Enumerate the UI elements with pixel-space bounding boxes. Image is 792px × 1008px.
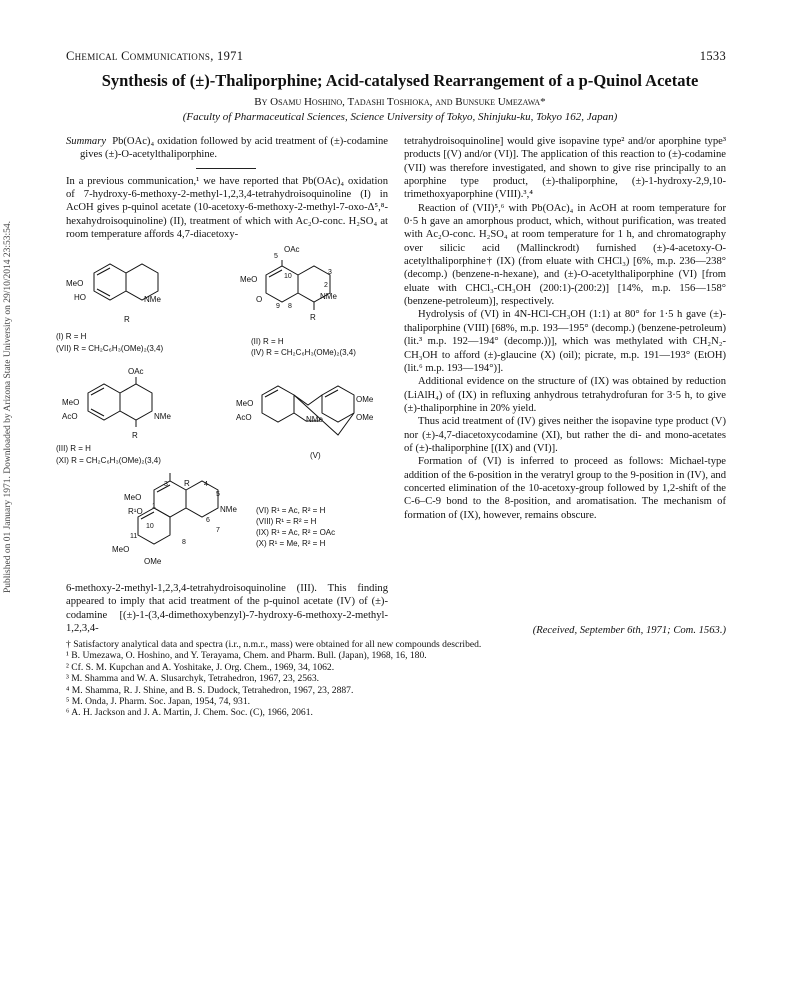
s2-sub-meo: MeO [240,275,258,284]
s2-sub-o: O [256,295,263,304]
s5-num-6: 6 [206,517,210,524]
footnote-dagger: † Satisfactory analytical data and spectra (i.r., n.m.r., mass) were obtained for all new compounds described. [66,639,482,650]
s4-sub-ome-2: OMe [356,413,374,422]
reference-6: ⁶ A. H. Jackson and J. A. Martin, J. Chem. Soc. (C), 1966, 2061. [66,707,313,719]
left-column-bottom [66,582,388,635]
s5-num-1: 1 [152,503,156,510]
s2-def-1: (II) R = H [251,337,284,346]
s5-num-5: 5 [216,491,220,498]
s2-sub-oac: OAc [284,245,300,254]
summary [66,135,388,162]
download-watermark: Published on 01 January 1971. Downloaded by Arizona State University on 29/10/2014 23:53:54. [3,220,13,594]
s3-sub-meo: MeO [62,398,80,407]
s1-sub-meo: MeO [66,279,84,288]
s1-sub-nme: NMe [144,295,161,304]
s5-sub-r: R [184,479,190,488]
s1-def-2: (VII) R = CH₂C₆H₃(OMe)₂(3,4) [56,344,164,353]
s2-num-8: 8 [288,303,292,310]
s2-sub-r: R [310,313,316,322]
s1-def-1: (I) R = H [56,332,87,341]
right-paragraph-4: Additional evidence on the structure of (IX) was obtained by reduction (LiAlH₄) of (IX) in refluxing anhydrous tetrahydrofuran for 3·5 h, to give (±)-thaliporphine in 20% yield. [404,376,726,414]
right-paragraph-2: Reaction of (VII)⁵,⁶ with Pb(OAc)₄ in AcOH at room temperature for 0·5 h gave an amorphous product, which, without purification, was treated with Ac₂O-conc. H₂SO₄ at room temperature for 1 h, and chromatography over silicic acid (Mallinckrodt) furnished (±)-4-acetoxy-O-acetylthaliporphine† (IX) (from eluate with CHCl₃) [6%, m.p. 236—238° (decomp.) (benzene-n-hexane), and (±)-O-acetylthaliporphine (VI) [from eluate with CHCl₃-CH₃OH (200:1)-(200:2)] [14%, m.p. 156—158° (benzene-petroleum)], respectively. [404,202,726,308]
reference-1: ¹ B. Umezawa, O. Hoshino, and Y. Terayama, Chem. and Pharm. Bull. (Japan), 1968, 16, 180. [66,650,427,662]
right-column [404,135,726,522]
s5-sub-ome: OMe [144,557,162,566]
article-title: Synthesis of (±)-Thaliporphine; Acid-catalysed Rearrangement of a p-Quinol Acetate [101,71,699,90]
right-paragraph-3: Hydrolysis of (VI) in 4N-HCl-CH₃OH (1:1) at 80° for 1·5 h gave (±)-thaliporphine (VIII) [68%, m.p. 193—195° (decomp.) (benzene-petroleum) (lit.³ m.p. 192—194° (decomp.))], which was methylated with CH₂N₂-CH₃OH to afford (±)-glaucine (X) (oil); picrate, m.p. 191—193° (EtOH) (lit.⁶ m.p. 193—194°)]. [404,309,726,374]
left-paragraph-2: 6-methoxy-2-methyl-1,2,3,4-tetrahydroisoquinoline (III). This finding appeared to imply that acid treatment of the p-quinol acetate (IV) of (±)-codamine [(±)-1-(3,4-dimethoxybenzyl)-7-hydroxy-6-methoxy-2-methyl-1,2,3,4- [66,583,388,635]
s4-def: (V) [310,451,321,460]
reference-4: ⁴ M. Shamma, R. J. Shine, and B. S. Dudock, Tetrahedron, 1967, 23, 2887. [66,684,354,696]
s5-num-10: 10 [146,523,154,530]
s2-num-10: 10 [284,273,292,280]
reference-2: ² Cf. S. M. Kupchan and A. Yoshitake, J. Org. Chem., 1969, 34, 1062. [66,661,335,673]
s2-def-2: (IV) R = CH₂C₆H₃(OMe)₂(3,4) [251,348,356,357]
s5-sub-meo-2: MeO [112,545,130,554]
right-paragraph-5: Thus acid treatment of (IV) gives neither the isopavine type product (V) nor (±)-4,7-diacetoxycodamine (XI), but rather the di- and mono-acetates of (±)-thaliporphine [(IX) and (VI)]. [404,416,726,454]
s2-sub-nme: NMe [320,292,337,301]
authors: By Osamu Hoshino, Tadashi Toshioka, and Bunsuke Umezawa* [254,96,546,108]
s3-def-2: (XI) R = CH₂C₆H₃(OMe)₂(3,4) [56,456,161,465]
s5-num-4: 4 [204,481,208,488]
s3-def-1: (III) R = H [56,444,91,453]
right-paragraph-1: tetrahydroisoquinoline] would give isopavine type² and/or aporphine type³ products [(V) and/or (VI)]. The application of this reaction to (±)-codamine (VII) was therefore investigated, and shown to give rise principally to an aporphine type product, (±)-thaliporphine, (±)-1-hydroxy-2,9,10-trimethoxyaporphine (VIII).³,⁴ [404,136,726,201]
s2-num-5: 5 [274,253,278,260]
summary-text: Pb(OAc)₄ oxidation followed by acid treatment of (±)-codamine gives (±)-O-acetylthaliporphine. [80,136,389,161]
s5-num-7: 7 [216,527,220,534]
s5-def-4: (X) R¹ = Me, R² = H [256,539,326,548]
reference-5: ⁵ M. Onda, J. Pharm. Soc. Japan, 1954, 74, 931. [66,696,251,708]
journal-header: Chemical Communications, 1971 [66,49,244,63]
s5-def-2: (VIII) R¹ = R² = H [256,517,317,526]
summary-rule [196,168,256,169]
s5-sub-meo: MeO [124,493,142,502]
structure-figures [56,245,388,575]
s3-sub-nme: NMe [154,412,171,421]
s5-num-11: 11 [130,533,138,540]
right-paragraph-6: Formation of (VI) is inferred to proceed as follows: Michael-type addition of the 6-position in the veratryl group to the 9-position in (IV), and concerted elimination of the 10-acetoxy-group followed by 1,2-shift of the C-6–C-9 bond to the 8-position, and aromatisation. The mechanism of formation of (IX), however, remains obscure. [404,456,726,521]
s3-sub-oac: OAc [128,367,144,376]
s2-num-3: 3 [328,269,332,276]
s5-sub-r1o: R¹O [128,507,143,516]
s1-sub-ho: HO [74,293,86,302]
left-column-top [66,135,388,241]
left-paragraph-1: In a previous communication,¹ we have reported that Pb(OAc)₄ oxidation of 7-hydroxy-6-methoxy-2-methyl-1,2,3,4-tetrahydroisoquinoline (I) in AcOH gives p-quinol acetate (10-acetoxy-6-methoxy-2-methyl-7-oxo-Δ⁵,⁸-hexahydroisoquinoline) (II), treatment of which with Ac₂O-conc. H₂SO₄ at room temperature affords 4,7-diacetoxy- [66,175,388,241]
s4-sub-ome-1: OMe [356,395,374,404]
received-date: (Received, September 6th, 1971; Com. 1563.) [532,625,726,636]
s3-sub-aco: AcO [62,412,78,421]
s5-def-3: (IX) R¹ = Ac, R² = OAc [256,528,336,537]
s4-sub-meo: MeO [236,399,254,408]
reference-3: ³ M. Shamma and W. A. Slusarchyk, Tetrahedron, 1967, 23, 2563. [66,673,320,685]
s5-num-8: 8 [182,539,186,546]
s4-sub-nme: NMe [306,415,323,424]
s5-def-1: (VI) R¹ = Ac, R² = H [256,506,326,515]
s4-sub-aco: AcO [236,413,252,422]
s2-num-9: 9 [276,303,280,310]
s5-sub-nme: NMe [220,505,237,514]
affiliation: (Faculty of Pharmaceutical Sciences, Science University of Tokyo, Shinjuku-ku, Tokyo 162, Japan) [182,111,618,123]
footnotes [66,639,726,719]
s3-sub-r: R [132,431,138,440]
s5-num-3: 3 [164,481,168,488]
s1-sub-r: R [124,315,130,324]
structure-III-XI [88,377,152,427]
s2-num-2: 2 [324,282,328,289]
page-number: 1533 [699,49,726,63]
summary-label: Summary [66,136,107,147]
